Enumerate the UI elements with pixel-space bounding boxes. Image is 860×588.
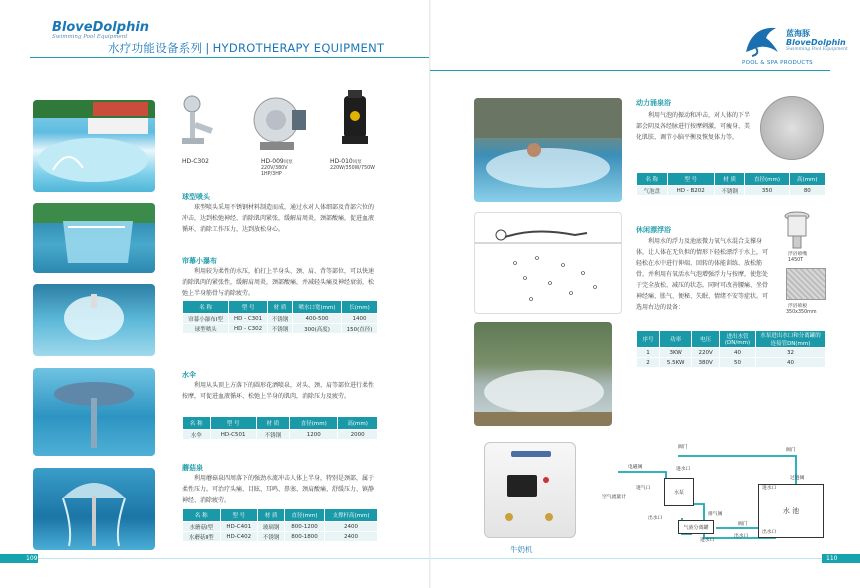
table-header: 材 质: [267, 301, 292, 314]
umbrella-spec-table: [182, 416, 378, 440]
table-header: 支撑杆高(mm): [324, 509, 377, 522]
page-number-left: 109: [26, 555, 38, 562]
illustration-float-bath: [474, 212, 622, 314]
diagram-label-flow-meter: 电磁阀: [628, 465, 643, 470]
section-text-ball-nozzle: 球型喷头采用不锈钢材料制造而成，通过水对人体细部及背部穴位的冲击，达到松弛神经、消除肌肉紧张，缓解肩周炎，颈部酸痛，促进血液循环，消除工作压力，达到放松身心。: [182, 204, 375, 233]
table-cell: 150(直径): [342, 324, 378, 334]
bubble-bath-photo-art: [474, 98, 622, 202]
outdoor-spa-photo-art: [474, 322, 612, 426]
logo-name-en: BloveDolphin: [786, 38, 846, 47]
table-cell: 1: [637, 348, 660, 358]
milk-machine-label: 牛奶机: [510, 545, 533, 554]
section-text-float-bath: 利用水的浮力及池底微力氧气水混合支撑身体，让人体在无负担的情形下轻松漂浮于水上，可轻松在水中进行伸端、回转的体能训练、放松筋骨，并利用有氧活水气泡增强浮力与按摩，使您处于完全放松、减压的状态。同时可改善腰痛、坐骨神经痛、胀气、便秘、失眠、情绪不安等症状。可选用右边的设备：: [636, 238, 769, 311]
table-cell: 800-1200: [285, 522, 325, 532]
machine-port-icon: [505, 513, 513, 521]
diagram-pool-box: 水 池: [758, 484, 824, 538]
table-header: 型 号: [220, 509, 258, 522]
series-title-en: HYDROTHERAPY EQUIPMENT: [212, 41, 385, 55]
bubble-bath-spec-table: [636, 172, 826, 196]
pool-photo-mushroom: [33, 468, 155, 550]
section-title-ball-nozzle: 球型喷头: [182, 193, 210, 201]
table-cell: HD-C501: [210, 430, 256, 440]
table-cell: 水伞: [183, 430, 211, 440]
table-cell: 1200: [290, 430, 338, 440]
table-cell: 玻璃钢: [258, 522, 285, 532]
right-footer-line: [430, 558, 822, 559]
table-row: [637, 186, 826, 196]
table-header: 直径(mm): [290, 417, 338, 430]
table-header: 长(mm): [342, 301, 378, 314]
table-header-row: [183, 417, 378, 430]
table-cell: 水蘑菇Ⅱ型: [183, 532, 221, 542]
brand-name: BloveDolphin: [52, 20, 150, 35]
table-header: 直径(mm): [285, 509, 325, 522]
model-010-label: HD-010: [330, 158, 353, 165]
table-cell: 水蘑菇Ⅰ型: [183, 522, 221, 532]
table-cell: 380V: [692, 358, 720, 368]
table-header: 型 号: [667, 173, 714, 186]
table-cell: 350: [745, 186, 789, 196]
table-cell: 800-1800: [285, 532, 325, 542]
photo-bubble-bath: [474, 98, 622, 202]
float-plate-icon: [786, 268, 826, 300]
table-cell: HD - C302: [229, 324, 268, 334]
logo-tagline: POOL & SPA PRODUCTS: [742, 60, 813, 66]
machine-label-strip: [511, 451, 551, 457]
diagram-label-pool-out: 出水口: [762, 530, 777, 535]
table-cell: 2400: [324, 522, 377, 532]
page-number-right: 110: [826, 555, 838, 562]
table-header-row: [637, 331, 826, 348]
series-title: 水疗功能设备系列 | HYDROTHERAPY EQUIPMENT: [108, 41, 385, 55]
milk-machine-image: [484, 442, 576, 538]
dolphin-logo-icon: [742, 22, 782, 58]
diagram-label-water-in-top: 进水口: [762, 486, 777, 491]
float-bath-spec-table: [636, 330, 826, 368]
machine-port-icon: [545, 513, 553, 521]
product-model-c302: HD-C302: [182, 158, 209, 165]
pool-photo-umbrella: [33, 368, 155, 456]
table-cell: 32: [756, 348, 826, 358]
series-title-cn: 水疗功能设备系列: [108, 41, 203, 55]
table-row: [183, 522, 378, 532]
pool-photo-curtain: [33, 203, 155, 273]
table-header-row: [183, 509, 378, 522]
table-cell: 2400: [324, 532, 377, 542]
float-plate-label: 浮浴喷板: [788, 304, 808, 309]
logo-subtitle: Swimming Pool Equipment: [786, 47, 848, 52]
table-cell: 50: [720, 358, 756, 368]
diagram-label-air-meter: 空气流量计: [602, 495, 626, 500]
table-row: [183, 314, 378, 324]
ball-nozzle-photo-art: [33, 100, 155, 192]
table-row: [637, 348, 826, 358]
product-spec-010: 220W/350W/750W: [330, 166, 375, 171]
table-header: 名 称: [183, 509, 221, 522]
diagram-label-water-in: 进水口: [676, 467, 691, 472]
table-cell: 3KW: [659, 348, 691, 358]
pool-photo-ball-fountain: [33, 284, 155, 356]
table-cell: 球型喷头: [183, 324, 229, 334]
header-divider: [30, 57, 430, 58]
table-cell: 80: [789, 186, 825, 196]
umbrella-photo-art: [33, 368, 155, 456]
diagram-label-inlet1: 进气口: [636, 486, 651, 491]
float-bath-illustration-art: [475, 213, 622, 314]
page-fold: [429, 0, 431, 588]
table-cell: 不锈钢: [258, 532, 285, 542]
diagram-label-exhaust: 排气阀: [708, 512, 723, 517]
diagram-tank-box: 气液分离罐: [678, 520, 714, 534]
table-cell: HD - C301: [229, 314, 268, 324]
table-header: 材 质: [258, 509, 285, 522]
ball-nozzle-product-icon: [174, 92, 224, 154]
table-header: 直径(mm): [745, 173, 789, 186]
float-plate-spec: 350x350mm: [786, 310, 817, 315]
table-header: 电压: [692, 331, 720, 348]
diagram-label-outlet-b: 出水口: [734, 534, 749, 539]
table-header-row: [183, 301, 378, 314]
photo-outdoor-spa: [474, 322, 612, 426]
table-row: [183, 430, 378, 440]
table-cell: 帘幕小瀑布Ⅰ型: [183, 314, 229, 324]
table-header: 材 质: [714, 173, 745, 186]
brand-subtitle: Swimming Pool Equipment: [52, 34, 128, 40]
table-cell: 不锈钢: [714, 186, 745, 196]
table-cell: 不锈钢: [256, 430, 289, 440]
diagram-label-valve3: 阀门: [786, 448, 796, 453]
table-row: [637, 358, 826, 368]
table-cell: 不锈钢: [267, 324, 292, 334]
table-cell: 400-500: [293, 314, 342, 324]
table-header: 材 质: [256, 417, 289, 430]
section-text-curtain: 利用较为柔性的水压，拍打上半身头、颈、肩、背等部位，可以快速消除肌肉的紧张性，缓解肩周炎，颈部酸痛，并减轻头痛及神经衰弱，松弛上半身筋骨与消除疲劳。: [182, 268, 375, 297]
table-header: 喷水口宽(mm): [293, 301, 342, 314]
table-cell: 40: [720, 348, 756, 358]
diagram-label-outlet-a: 出水口: [648, 516, 663, 521]
table-header: 名 称: [183, 417, 211, 430]
diagram-pump-box: 水泵: [664, 478, 694, 506]
table-header: 名 称: [183, 301, 229, 314]
machine-button-icon: [543, 477, 549, 483]
mushroom-photo-art: [33, 468, 155, 550]
section-text-umbrella: 利用从头顶上方落下的圆形花洒喷泉，对头、颈、肩等部位进行柔性按摩，可促进血液循环、松弛上半身的肌肉，消除压力及疲劳。: [182, 382, 375, 400]
table-cell: 2: [637, 358, 660, 368]
table-header: 型 号: [229, 301, 268, 314]
float-nozzle-label: 浮浴喷嘴: [788, 252, 808, 257]
right-header-divider: [430, 70, 830, 71]
table-cell: HD-C402: [220, 532, 258, 542]
section-title-bubble-bath: 动力涌泉浴: [636, 99, 671, 107]
section-title-umbrella: 水伞: [182, 371, 196, 379]
product-spec-009: 220V/380V 1HP/3HP: [261, 166, 288, 177]
section-title-float-bath: 休闲漂浮浴: [636, 226, 671, 234]
model-009-label: HD-009: [261, 158, 284, 165]
model-010-suffix: 风泵: [352, 160, 362, 165]
machine-display-icon: [507, 475, 537, 497]
table-header: 水泵进出水口和分离罐的连接管DN(mm): [756, 331, 826, 348]
diagram-label-inlet-b: 进水口: [700, 538, 715, 543]
mushroom-spec-table: [182, 508, 378, 542]
table-header: 进出水管(DN/mm): [720, 331, 756, 348]
float-nozzle-spec: 1450T: [788, 258, 804, 263]
section-title-mushroom: 蘑菇泉: [182, 464, 203, 472]
table-header: 功率: [659, 331, 691, 348]
table-header-row: [637, 173, 826, 186]
product-model-010: [330, 158, 362, 165]
section-text-bubble-bath: 利用气泡的振动和冲击，对人体的下半部会阴及各经脉进行按摩刺激，可瘦身、美化肌肤、调节小脑平衡及恢复体力等。: [636, 112, 751, 141]
table-cell: 2000: [338, 430, 378, 440]
curtain-spec-table: [182, 300, 378, 334]
pool-photo-ball-nozzle: [33, 100, 155, 192]
table-header: 高(mm): [789, 173, 825, 186]
table-cell: 300(高度): [293, 324, 342, 334]
table-cell: 5.5KW: [659, 358, 691, 368]
section-text-mushroom: 利用蘑菇泉四周落下的强劲水流冲击人体上半身，特别是颈部，属于柔性压力。可治疗头痛、目眩、耳鸣、鼻塞、颈肩酸痛、舒缓压力、镇静神经、消除疲劳。: [182, 475, 375, 504]
bubble-disc-product-icon: [760, 96, 824, 160]
table-cell: HD-C401: [220, 522, 258, 532]
ball-fountain-photo-art: [33, 284, 155, 356]
table-cell: 气泡盘: [637, 186, 668, 196]
table-cell: 不锈钢: [267, 314, 292, 324]
diagram-label-overflow: 过进阀: [790, 476, 805, 481]
table-header: 高(mm): [338, 417, 378, 430]
table-header: 名 称: [637, 173, 668, 186]
table-header: 型 号: [210, 417, 256, 430]
product-model-009: [261, 158, 293, 165]
blower-010-product-icon: [338, 88, 372, 150]
float-nozzle-icon: [782, 210, 812, 250]
section-title-curtain: 帘幕小瀑布: [182, 257, 217, 265]
left-footer-line: [38, 558, 430, 559]
table-cell: 1400: [342, 314, 378, 324]
table-cell: HD - B202: [667, 186, 714, 196]
diagram-label-valve1: 阀门: [678, 445, 688, 450]
table-row: [183, 532, 378, 542]
table-header: 序号: [637, 331, 660, 348]
model-009-suffix: 风泵: [283, 160, 293, 165]
curtain-photo-art: [33, 203, 155, 273]
diagram-label-valve2: 阀门: [738, 522, 748, 527]
blower-009-product-icon: [248, 86, 308, 156]
logo-name-cn: 蓝海豚: [786, 29, 810, 38]
table-cell: 40: [756, 358, 826, 368]
table-cell: 220V: [692, 348, 720, 358]
table-row: [183, 324, 378, 334]
